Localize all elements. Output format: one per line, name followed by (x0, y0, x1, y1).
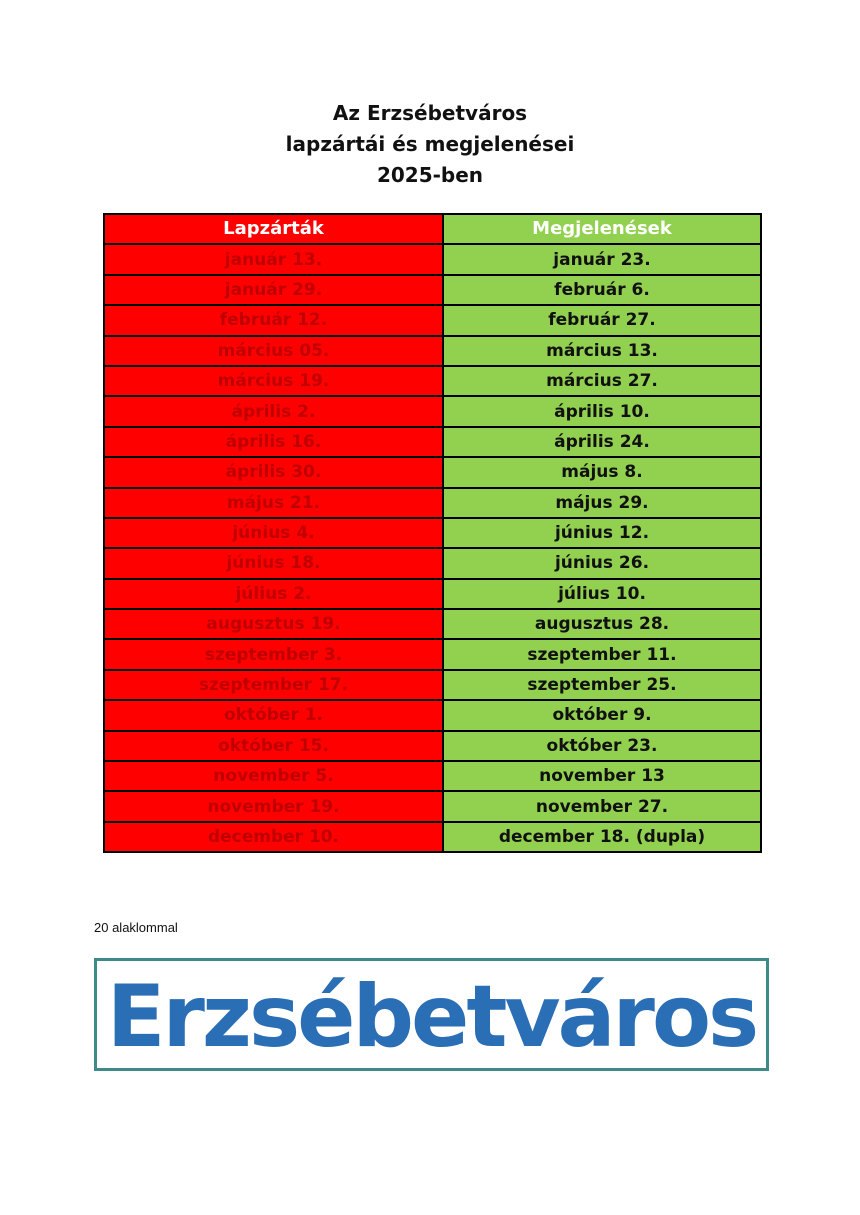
release-cell: április 24. (443, 427, 761, 457)
header-deadlines: Lapzárták (104, 214, 443, 244)
deadline-cell: november 19. (104, 791, 443, 821)
table-row (104, 457, 761, 487)
deadline-cell: január 29. (104, 275, 443, 305)
release-cell: július 10. (443, 579, 761, 609)
release-cell: november 27. (443, 791, 761, 821)
table-row (104, 731, 761, 761)
release-cell: szeptember 11. (443, 639, 761, 669)
deadline-cell: december 10. (104, 822, 443, 852)
deadline-cell: szeptember 3. (104, 639, 443, 669)
table-row (104, 427, 761, 457)
release-cell: május 8. (443, 457, 761, 487)
release-cell: október 23. (443, 731, 761, 761)
deadline-cell: április 16. (104, 427, 443, 457)
table-header-row (104, 214, 761, 244)
schedule-body (104, 244, 761, 852)
issue-count-note: 20 alaklommal (94, 920, 178, 935)
release-cell: június 26. (443, 548, 761, 578)
deadline-cell: március 05. (104, 336, 443, 366)
table-row (104, 822, 761, 852)
table-row (104, 579, 761, 609)
table-row (104, 639, 761, 669)
release-cell: október 9. (443, 700, 761, 730)
schedule-table (103, 213, 762, 853)
deadline-cell: november 5. (104, 761, 443, 791)
title-line-1: Az Erzsébetváros (332, 101, 528, 125)
release-cell: január 23. (443, 244, 761, 274)
deadline-cell: július 2. (104, 579, 443, 609)
release-cell: november 13 (443, 761, 761, 791)
title-line-2: lapzártái és megjelenései (285, 132, 575, 156)
deadline-cell: február 12. (104, 305, 443, 335)
table-row (104, 518, 761, 548)
release-cell: február 6. (443, 275, 761, 305)
table-row (104, 244, 761, 274)
deadline-cell: április 2. (104, 396, 443, 426)
deadline-cell: október 1. (104, 700, 443, 730)
release-cell: május 29. (443, 488, 761, 518)
release-cell: február 27. (443, 305, 761, 335)
table-row (104, 761, 761, 791)
table-row (104, 488, 761, 518)
release-cell: szeptember 25. (443, 670, 761, 700)
table-row (104, 791, 761, 821)
table-row (104, 366, 761, 396)
release-cell: április 10. (443, 396, 761, 426)
deadline-cell: március 19. (104, 366, 443, 396)
deadline-cell: augusztus 19. (104, 609, 443, 639)
header-releases: Megjelenések (443, 214, 761, 244)
deadline-cell: október 15. (104, 731, 443, 761)
release-cell: augusztus 28. (443, 609, 761, 639)
table-row (104, 548, 761, 578)
deadline-cell: június 18. (104, 548, 443, 578)
release-cell: március 13. (443, 336, 761, 366)
deadline-cell: május 21. (104, 488, 443, 518)
erzsebetvaros-logo (94, 958, 769, 1071)
release-cell: június 12. (443, 518, 761, 548)
title-line-3: 2025-ben (376, 163, 484, 187)
table-row (104, 275, 761, 305)
table-row (104, 336, 761, 366)
deadline-cell: június 4. (104, 518, 443, 548)
table-row (104, 670, 761, 700)
deadline-cell: április 30. (104, 457, 443, 487)
table-row (104, 305, 761, 335)
deadline-cell: január 13. (104, 244, 443, 274)
release-cell: március 27. (443, 366, 761, 396)
page-title (0, 98, 860, 191)
logo-text: Erzsébetváros (106, 966, 757, 1067)
table-row (104, 396, 761, 426)
table-row (104, 609, 761, 639)
table-row (104, 700, 761, 730)
deadline-cell: szeptember 17. (104, 670, 443, 700)
release-cell: december 18. (dupla) (443, 822, 761, 852)
